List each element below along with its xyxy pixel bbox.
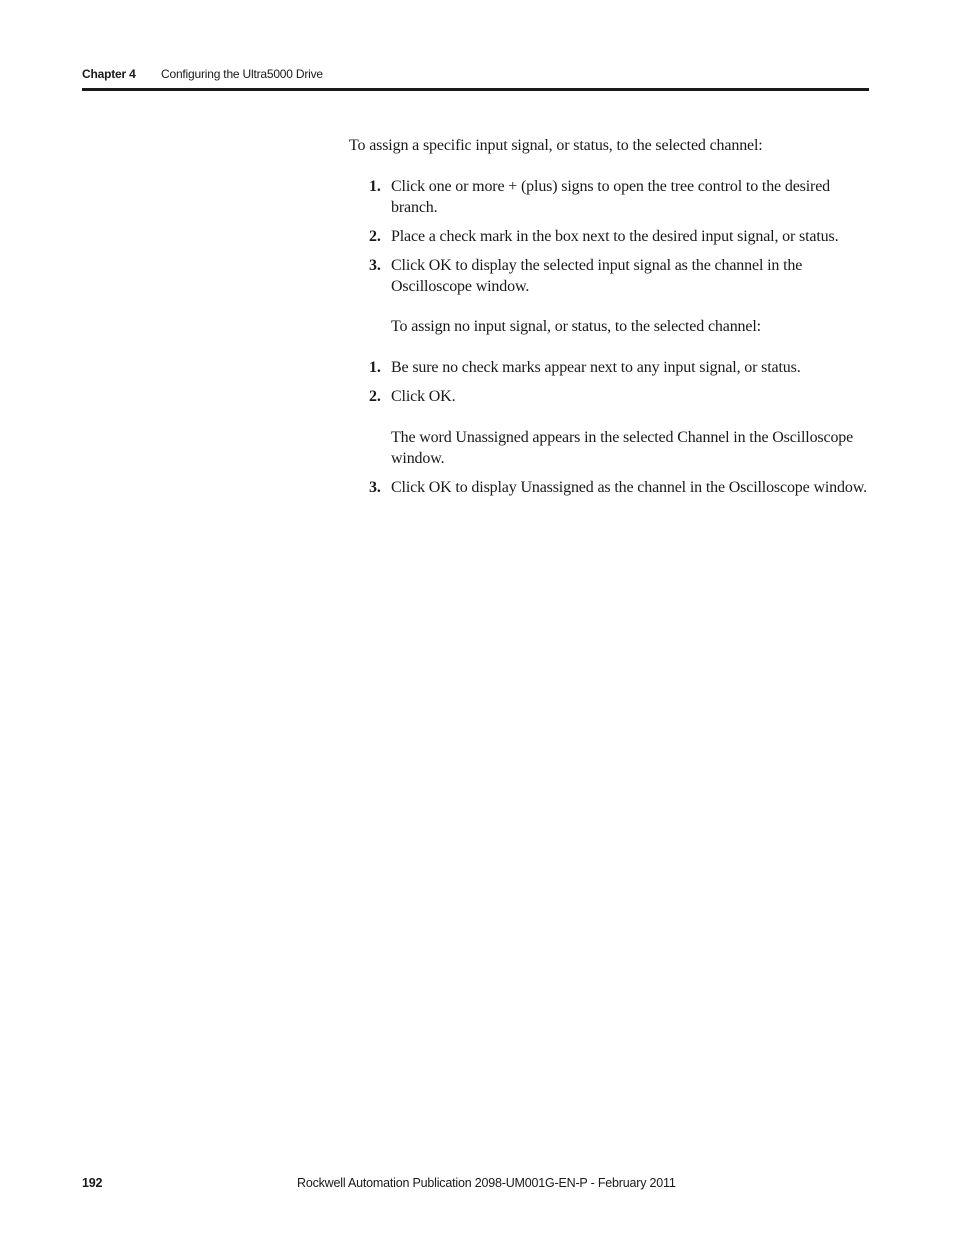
- chapter-title: Configuring the Ultra5000 Drive: [161, 67, 323, 81]
- step-text: Click one or more + (plus) signs to open the tree control to the desired branch.: [391, 178, 831, 216]
- step-text: Place a check mark in the box next to the desired input signal, or status.: [391, 228, 839, 245]
- unassign-note: The word Unassigned appears in the selected Channel in the Oscilloscope window.: [391, 429, 854, 467]
- chapter-label: Chapter 4: [82, 67, 136, 81]
- step-number: 2.: [369, 228, 381, 245]
- step-number: 1.: [369, 178, 381, 195]
- step-text: Click OK.: [391, 388, 456, 405]
- step-number: 3.: [369, 479, 381, 496]
- step-text: Click OK to display Unassigned as the channel in the Oscilloscope window.: [391, 479, 867, 496]
- page-header: [82, 66, 869, 90]
- header-divider: [82, 88, 869, 91]
- step-text: Click OK to display the selected input signal as the channel in the Oscilloscope window.: [391, 257, 803, 295]
- step-number: 2.: [369, 388, 381, 405]
- page-number: 192: [82, 1176, 103, 1190]
- step-number: 1.: [369, 359, 381, 376]
- step-number: 3.: [369, 257, 381, 274]
- publication-info: Rockwell Automation Publication 2098-UM001G-EN-P - February 2011: [297, 1176, 676, 1190]
- step-text: Be sure no check marks appear next to any input signal, or status.: [391, 359, 801, 376]
- intro-unassign-paragraph: To assign no input signal, or status, to the selected channel:: [391, 318, 761, 335]
- intro-assign-paragraph: To assign a specific input signal, or status, to the selected channel:: [349, 137, 763, 154]
